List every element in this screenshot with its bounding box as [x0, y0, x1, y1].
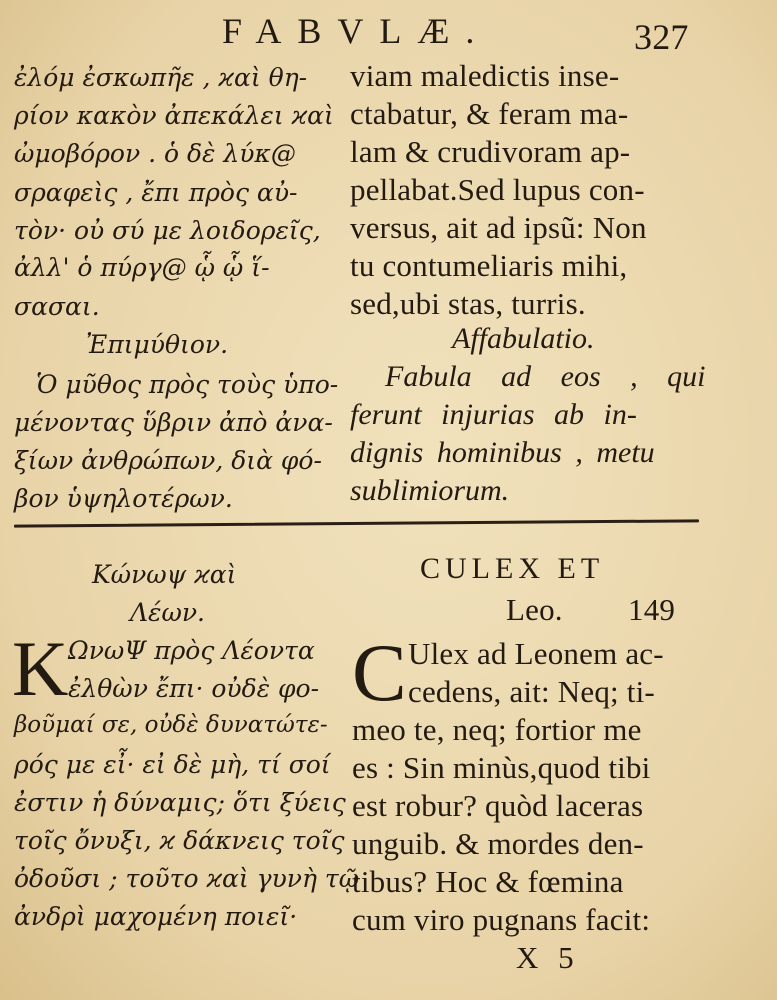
greek-line: ρίον κακὸν ἀπεκάλει ϰαὶ: [14, 101, 334, 130]
greek-moral-heading: Ἐπιμύθιον.: [86, 330, 229, 359]
greek-fable-title: Κώνωψ ϰαὶ: [92, 560, 237, 589]
greek-line: ἐλθὼν ἔπι· οὐδὲ φο-: [68, 674, 320, 703]
greek-line: σραφεὶς , ἔπι πρὸς αὐ-: [14, 178, 298, 207]
greek-line: ὠμοβόρον . ὁ δὲ λύκ@: [14, 139, 296, 168]
greek-drop-capital: K: [12, 625, 69, 712]
greek-line: ἐστιν ἡ δύναμις; ὅτι ξύεις: [14, 788, 346, 817]
latin-moral-heading: Affabulatio.: [452, 322, 595, 355]
latin-drop-capital: C: [352, 627, 407, 718]
greek-line: ΩνωΨ πρὸς Λέοντα: [68, 636, 315, 665]
latin-line: sed,ubi stas, turris.: [350, 286, 586, 321]
greek-line: σασαι.: [14, 292, 100, 321]
latin-moral-line: sublimiorum.: [350, 474, 510, 507]
latin-fable-title: Leo.: [506, 592, 563, 627]
greek-line: ἀλλ' ὁ πύργ@ ᾧ ᾧ ἵ-: [14, 253, 270, 282]
fable-number: 149: [628, 592, 676, 627]
greek-line: ρός με εἶ· εἰ δὲ μὴ, τί σοί: [14, 750, 331, 779]
latin-line: ctabatur, & feram ma-: [350, 96, 629, 131]
greek-line: τὸν· οὐ σύ με λοιδορεῖς,: [14, 216, 321, 245]
latin-line: meo te, neq; fortior me: [352, 712, 642, 747]
greek-moral-line: Ὁ μῦθος πρὸς τοὺς ὑπο-: [36, 370, 339, 399]
latin-line: cedens, ait: Neq; ti-: [408, 674, 655, 709]
greek-moral-line: ξίων ἀνθρώπων, διὰ φό-: [14, 446, 322, 475]
greek-moral-line: βον ὑψηλοτέρων.: [14, 484, 233, 513]
latin-line: es : Sin minùs,quod tibi: [352, 750, 651, 785]
latin-line: versus, ait ad ipsũ: Non: [350, 210, 647, 245]
greek-fable-title: Λέων.: [130, 598, 205, 627]
latin-line: Ulex ad Leonem ac-: [408, 636, 664, 671]
latin-line: cum viro pugnans facit:: [352, 902, 651, 937]
signature-mark: X 5: [516, 940, 580, 975]
latin-moral-line: Fabula ad eos , qui: [385, 360, 706, 393]
latin-moral-line: dignis hominibus , metu: [350, 436, 655, 469]
latin-fable-title: CULEX ET: [420, 552, 605, 585]
greek-line: ἐλόμ ἐσκωπῆε , ϰαὶ θη-: [14, 63, 308, 92]
latin-line: pellabat.Sed lupus con-: [350, 172, 645, 207]
latin-line: lam & crudivoram ap-: [350, 134, 631, 169]
section-divider: [14, 519, 699, 527]
latin-line: est robur? quòd laceras: [352, 788, 644, 823]
latin-line: tibus? Hoc & fœmina: [352, 864, 624, 899]
page-number: 327: [634, 17, 689, 57]
greek-line: τοῖς ὄνυξι, ϰ δάκνεις τοῖς: [14, 826, 345, 855]
greek-line: βοῦμαί σε, οὐδὲ δυνατώτε-: [14, 712, 328, 738]
latin-line: tu contumeliaris mihi,: [350, 248, 628, 283]
latin-moral-line: ferunt injurias ab in-: [350, 398, 637, 431]
running-title: FABVLÆ.: [222, 11, 491, 51]
latin-line: unguib. & mordes den-: [352, 826, 644, 861]
greek-moral-line: μένοντας ὕβριν ἀπὸ ἀνα-: [14, 408, 333, 437]
greek-line: ἀνδρὶ μαχομένη ποιεῖ·: [14, 902, 298, 931]
greek-line: ὀδοῦσι ; τοῦτο ϰαὶ γυνὴ τῷ: [14, 864, 360, 893]
latin-line: viam maledictis inse-: [350, 58, 620, 93]
